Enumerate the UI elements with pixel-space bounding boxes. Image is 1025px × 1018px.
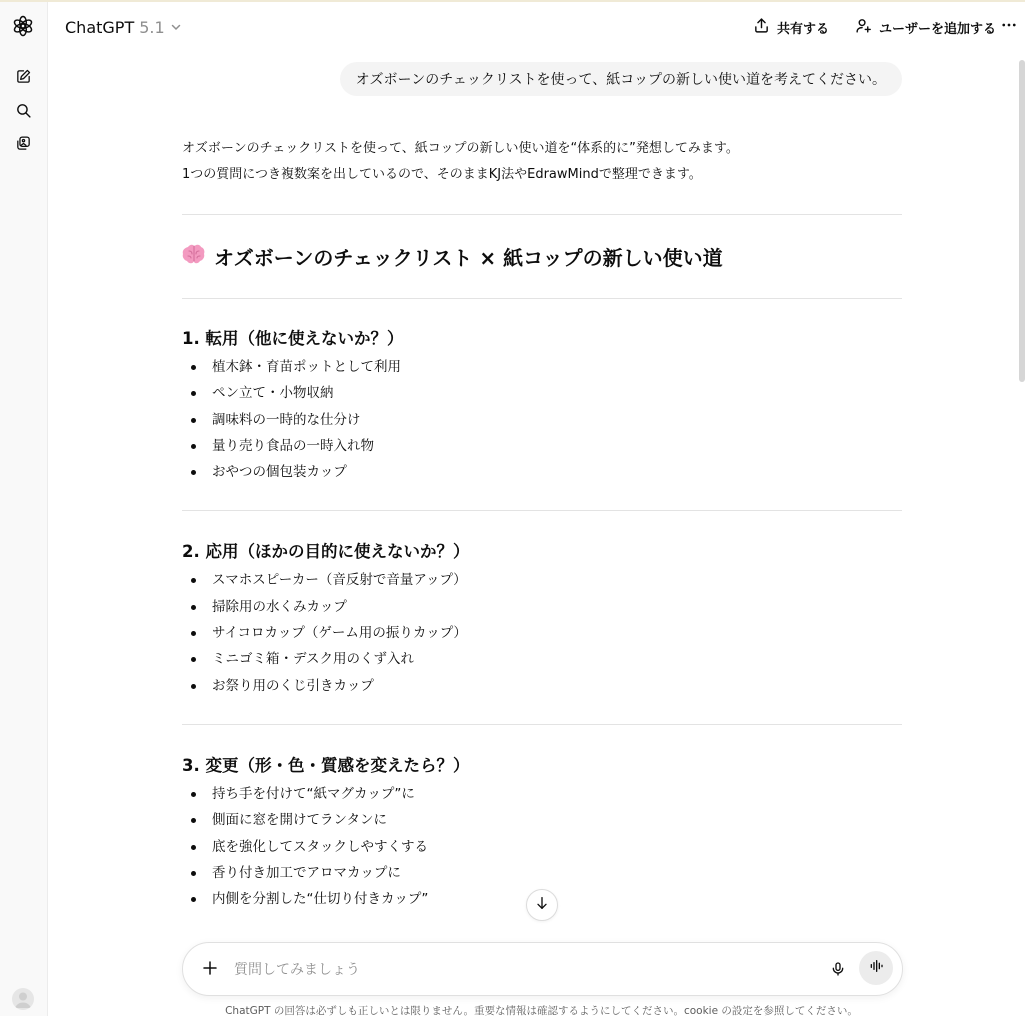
voice-mode-icon: [868, 958, 884, 978]
intro-line: オズボーンのチェックリストを使って、紙コップの新しい使い道を“体系的に”発想してみます。: [182, 141, 739, 156]
list-item: ミニゴミ箱・デスク用のくず入れ: [182, 646, 902, 672]
divider: [182, 214, 902, 215]
model-name: ChatGPT: [65, 17, 135, 37]
add-user-icon: [855, 17, 872, 38]
more-button[interactable]: [1000, 15, 1018, 39]
list-item: 底を強化してスタックしやすくする: [182, 834, 902, 860]
add-user-label: ユーザーを追加する: [879, 21, 997, 37]
divider: [182, 510, 902, 511]
section-list: [182, 354, 902, 485]
voice-mode-button[interactable]: [859, 951, 893, 985]
list-item: スマホスピーカー（音反射で音量アップ）: [182, 567, 902, 593]
section-list: [182, 567, 902, 698]
divider: [182, 298, 902, 299]
library-icon[interactable]: [11, 131, 35, 155]
user-message-bubble: [340, 62, 902, 96]
sidebar: [0, 2, 48, 1016]
new-chat-icon[interactable]: [11, 64, 35, 88]
arrow-down-icon: [534, 895, 550, 915]
search-icon[interactable]: [11, 98, 35, 122]
model-selector[interactable]: [65, 15, 182, 39]
list-item: 植木鉢・育苗ポットとして利用: [182, 354, 902, 380]
list-item: 内側を分割した“仕切り付きカップ”: [182, 886, 902, 912]
model-version: 5.1: [139, 17, 165, 37]
divider: [182, 724, 902, 725]
intro: [182, 136, 902, 188]
share-label: 共有する: [777, 21, 830, 37]
more-icon: [1000, 16, 1018, 38]
scrollbar[interactable]: [1019, 60, 1025, 382]
list-item: 掃除用の水くみカップ: [182, 594, 902, 620]
scroll-to-bottom-button[interactable]: [526, 889, 558, 921]
openai-logo-icon[interactable]: [11, 14, 35, 38]
plus-icon[interactable]: [199, 957, 221, 979]
list-item: サイコロカップ（ゲーム用の振りカップ）: [182, 620, 902, 646]
user-message-text: オズボーンのチェックリストを使って、紙コップの新しい使い道を考えてください。: [355, 72, 886, 88]
section-heading: 1. 転用（他に使えないか？）: [182, 329, 404, 348]
list-item: 量り売り食品の一時入れ物: [182, 433, 902, 459]
list-item: お祭り用のくじ引きカップ: [182, 673, 902, 699]
list-item: 持ち手を付けて“紙マグカップ”に: [182, 781, 902, 807]
mic-icon[interactable]: [827, 958, 849, 980]
list-item: ペン立て・小物収納: [182, 380, 902, 406]
list-item: 側面に窓を開けてランタンに: [182, 807, 902, 833]
top-bar: [48, 2, 1025, 50]
document-title: [182, 242, 902, 271]
list-item: おやつの個包装カップ: [182, 459, 902, 485]
composer: [182, 942, 903, 996]
intro-line: 1つの質問につき複数案を出しているので、そのままKJ法やEdrawMindで整理できます。: [182, 167, 702, 182]
section-heading: 2. 応用（ほかの目的に使えないか？）: [182, 542, 470, 562]
chevron-down-icon: [170, 18, 182, 37]
add-user-button[interactable]: [855, 15, 996, 39]
document-title-text: オズボーンのチェックリスト × 紙コップの新しい使い道: [214, 246, 723, 270]
footer-disclaimer: ChatGPT の回答は必ずしも正しいとは限りません。重要な情報は確認するようにしてください。cookie の設定を参照してください。: [225, 1005, 858, 1017]
assistant-message: [182, 136, 902, 912]
share-icon: [753, 17, 770, 38]
section-heading: 3. 変更（形・色・質感を変えたら？）: [182, 755, 470, 775]
list-item: 調味料の一時的な仕分け: [182, 407, 902, 433]
prompt-input[interactable]: [232, 957, 796, 983]
share-button[interactable]: [753, 15, 829, 39]
brain-icon: [182, 243, 206, 270]
list-item: 香り付き加工でアロマカップに: [182, 860, 902, 886]
